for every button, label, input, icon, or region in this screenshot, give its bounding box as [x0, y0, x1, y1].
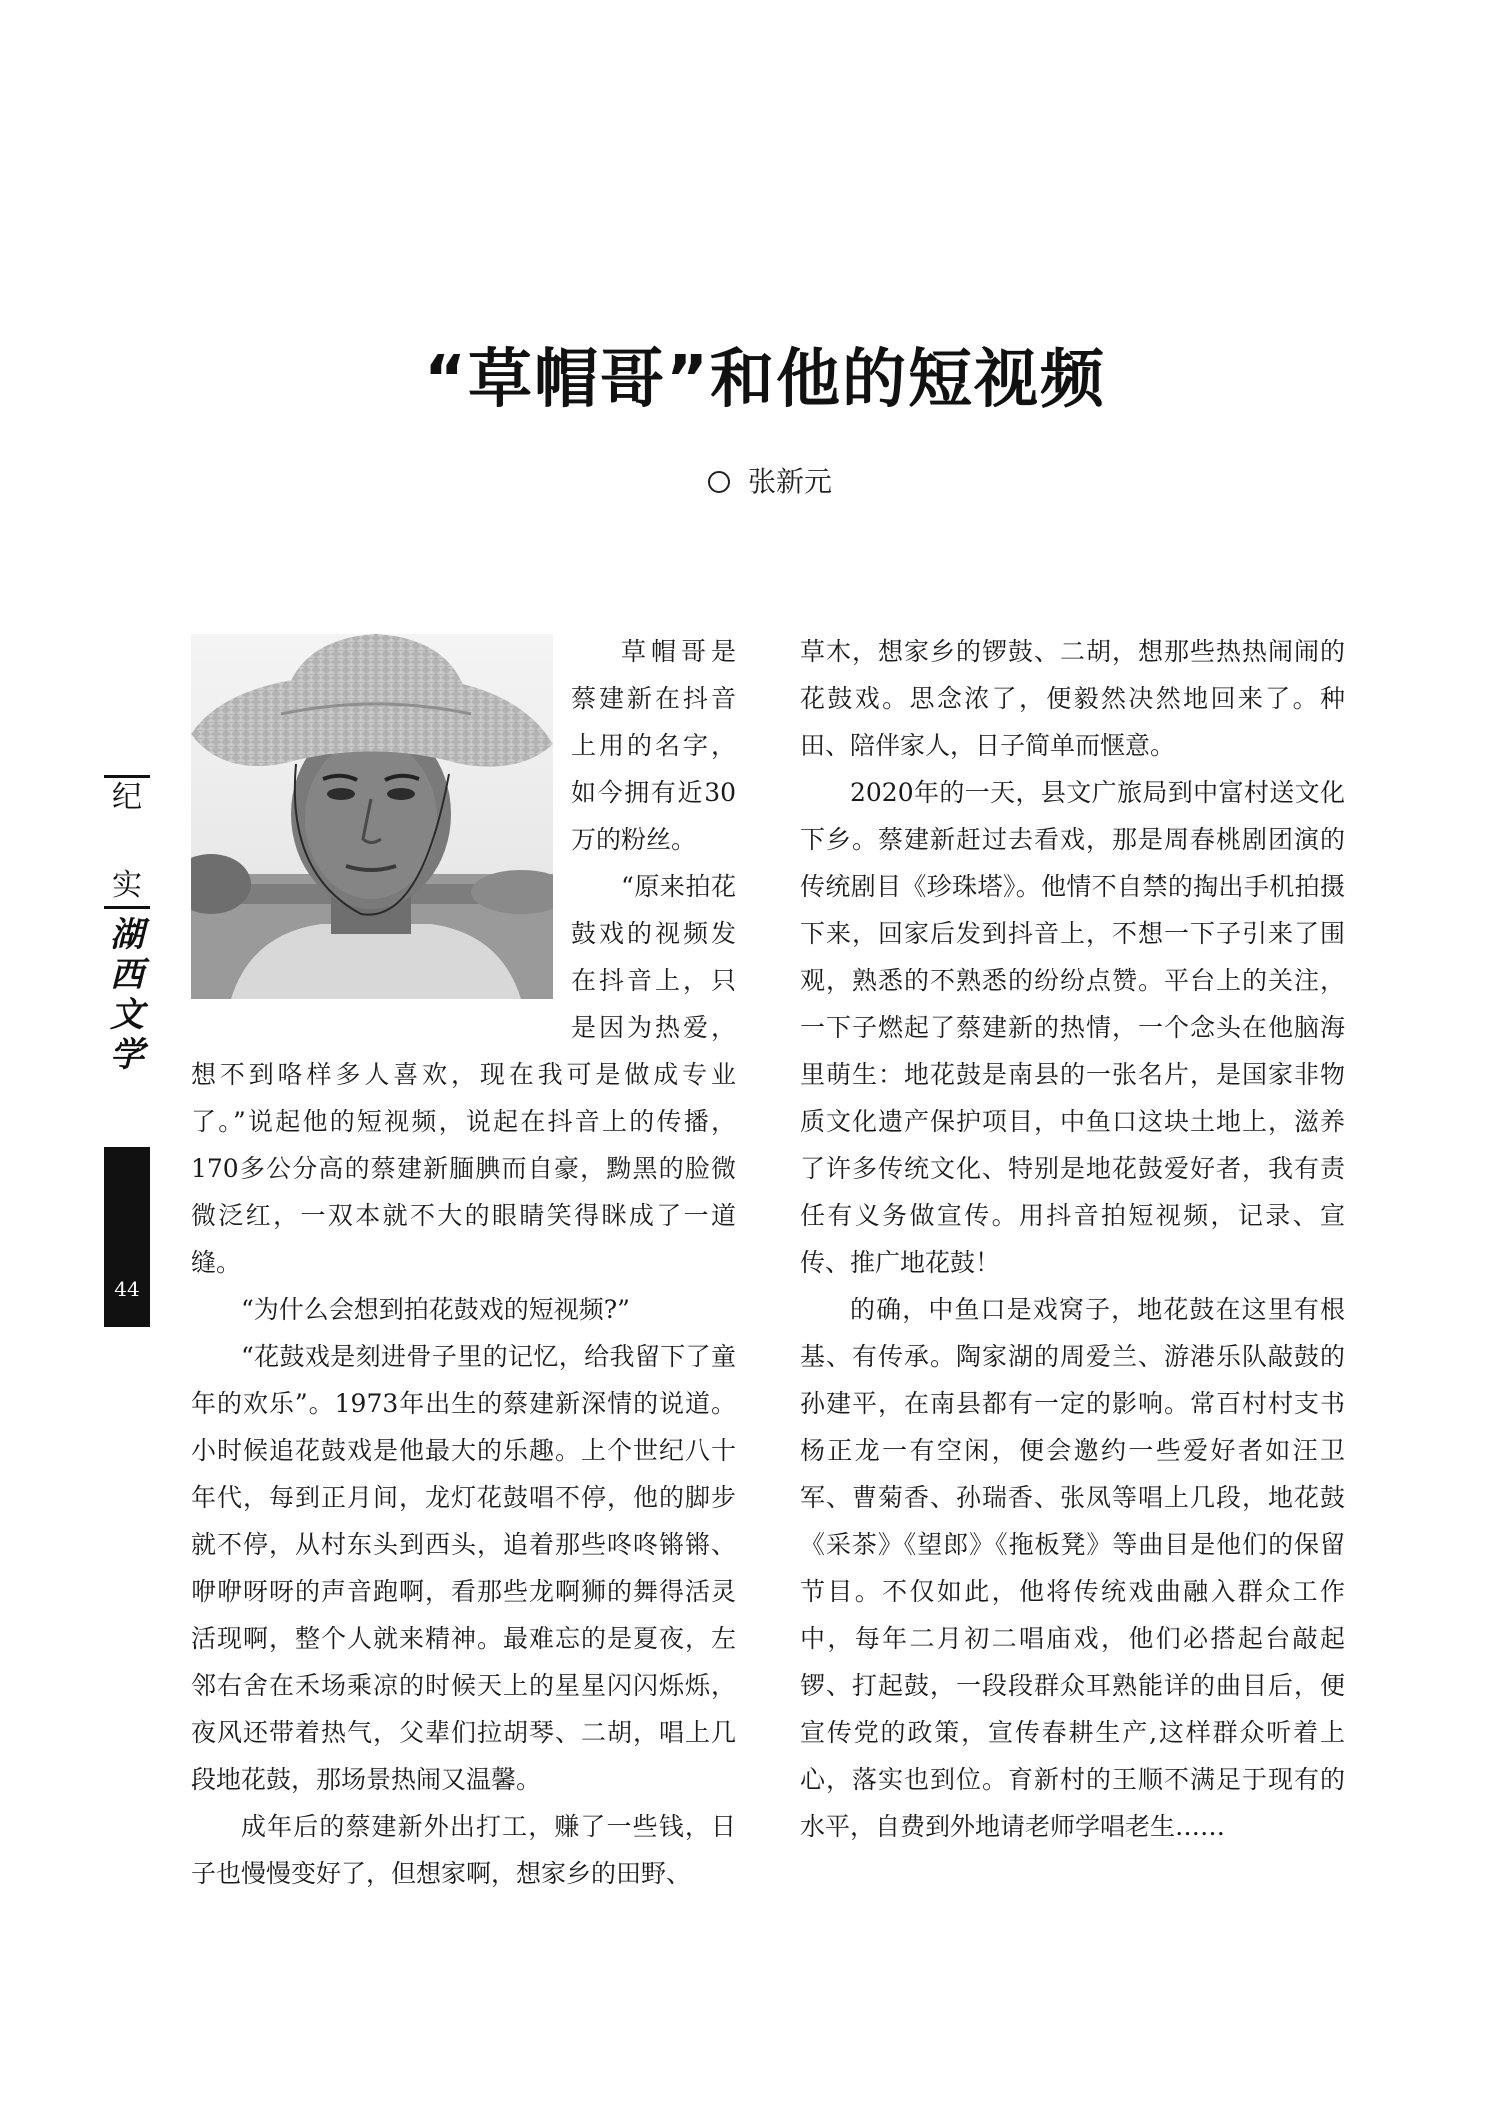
paragraph: 草木，想家乡的锣鼓、二胡，想那些热热闹闹的花鼓戏。思念浓了，便毅然决然地回来了。种田、陪伴家人，日子简单而惬意。 — [800, 637, 1345, 760]
straw-hat-portrait-icon — [191, 634, 553, 999]
divider — [104, 906, 150, 909]
brand-char: 文 — [110, 995, 144, 1035]
text-column-left — [191, 628, 736, 1897]
brand-char: 西 — [110, 955, 144, 995]
section-char: 纪 — [112, 780, 142, 815]
paragraph: “花鼓戏是刻进骨子里的记忆，给我留下了童年的欢乐”。1973年出生的蔡建新深情的说道。小时候追花鼓戏是他最大的乐趣。上个世纪八十年代，每到正月间，龙灯花鼓唱不停，他的脚步就不停，从村东头到西头，追着那些咚咚锵锵、咿咿呀呀的声音跑啊，看那些龙啊狮的舞得活灵活现啊，整个人就来精神。最难忘的是夏夜，左邻右舍在禾场乘凉的时候天上的星星闪闪烁烁，夜风还带着热气，父辈们拉胡琴、二胡，唱上几段地花鼓，那场景热闹又温馨。 — [191, 1342, 736, 1794]
text-column-right — [800, 628, 1345, 1850]
section-char: 实 — [112, 868, 142, 903]
paragraph: “原来拍花鼓戏的视频发在抖音上，只是因为热爱，想不到咯样多人喜欢，现在我可是做成专业了。”说起他的短视频，说起在抖音上的传播，170多公分高的蔡建新腼腆而自豪，黝黑的脸微微泛红，一双本就不大的眼睛笑得眯成了一道缝。 — [191, 872, 736, 1277]
circle-icon — [708, 471, 730, 493]
paragraph: 的确，中鱼口是戏窝子，地花鼓在这里有根基、有传承。陶家湖的周爱兰、游港乐队敲鼓的孙建平，在南县都有一定的影响。常百村村支书杨正龙一有空闲，便会邀约一些爱好者如汪卫军、曹菊香、孙瑞香、张凤等唱上几段，地花鼓《采茶》《望郎》《拖板凳》等曲目是他们的保留节目。不仅如此，他将传统戏曲融入群众工作中，每年二月初二唱庙戏，他们必搭起台敲起锣、打起鼓，一段段群众耳熟能详的曲目后，便宣传党的政策，宣传春耕生产,这样群众听着上心，落实也到位。育新村的王顺不满足于现有的水平，自费到外地请老师学唱老生…… — [800, 1295, 1345, 1841]
portrait-photo — [191, 634, 553, 999]
brand-char: 湖 — [110, 915, 144, 955]
section-tab — [104, 775, 150, 1301]
paragraph: 成年后的蔡建新外出打工，赚了一些钱，日子也慢慢变好了，但想家啊，想家乡的田野、 — [191, 1812, 736, 1888]
author-name: 张新元 — [747, 465, 832, 498]
paragraph: 2020年的一天，县文广旅局到中富村送文化下乡。蔡建新赶过去看戏，那是周春桃剧团演的传统剧目《珍珠塔》。他情不自禁的掏出手机拍摄下来，回家后发到抖音上，不想一下子引来了围观，熟悉的不熟悉的纷纷点赞。平台上的关注，一下子燃起了蔡建新的热情，一个念头在他脑海里萌生：地花鼓是南县的一张名片，是国家非物质文化遗产保护项目，中鱼口这块土地上，滋养了许多传统文化、特别是地花鼓爱好者，我有责任有义务做宣传。用抖音拍短视频，记录、宣传、推广地花鼓！ — [800, 778, 1345, 1277]
article-title: “草帽哥”和他的短视频 — [423, 343, 1107, 417]
magazine-brand — [104, 915, 150, 1075]
paragraph: “为什么会想到拍花鼓戏的短视频?” — [241, 1295, 630, 1324]
byline — [0, 460, 1488, 500]
paragraph: 草帽哥是蔡建新在抖音上用的名字，如今拥有近30万的粉丝。 — [571, 637, 736, 854]
brand-char: 学 — [110, 1035, 144, 1075]
page-number: 44 — [114, 1277, 140, 1301]
